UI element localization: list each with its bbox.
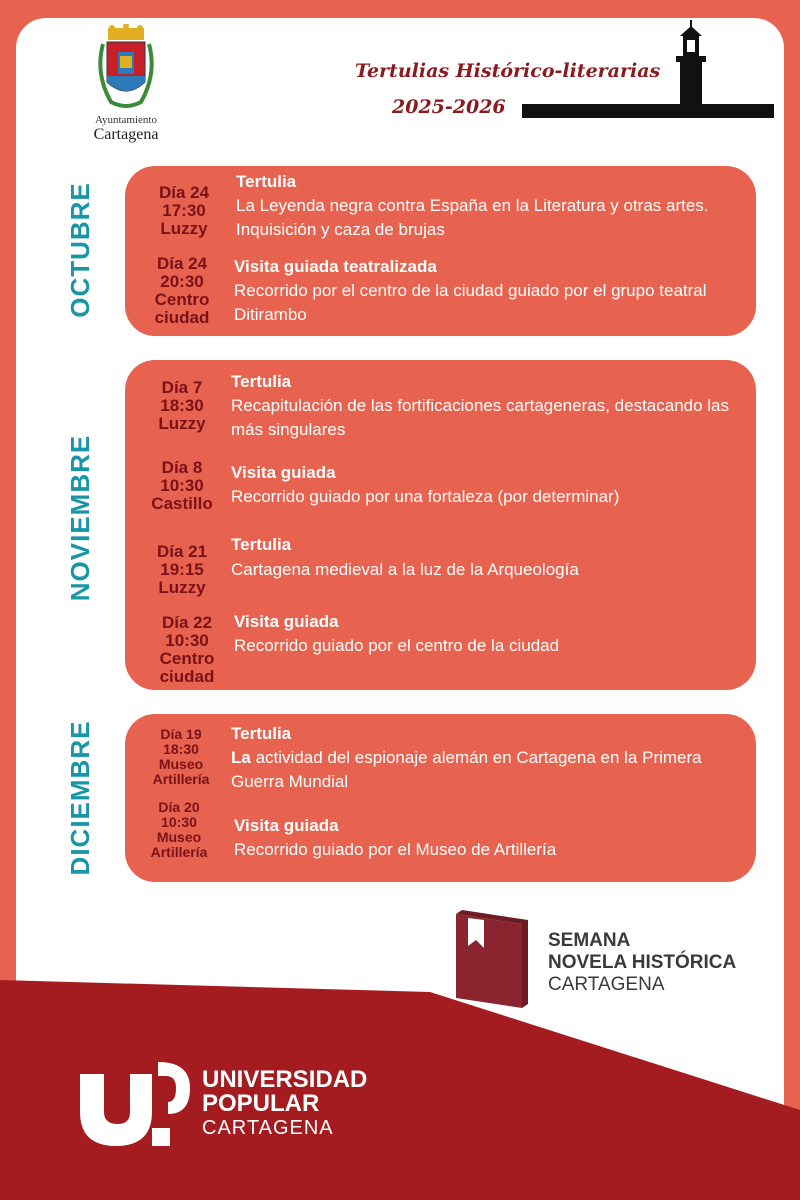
event-description: Cartagena medieval a la luz de la Arqueología <box>231 560 579 579</box>
event-description: Recorrido por el centro de la ciudad guiado por el grupo teatral Ditirambo <box>234 281 707 324</box>
event-datetime: Día 22 10:30 Centro ciudad <box>159 613 215 686</box>
month-label-diciembre: DICIEMBRE <box>65 720 95 876</box>
sponsor-logo-text: SEMANA NOVELA HISTÓRICA CARTAGENA <box>548 930 737 995</box>
event-title: Tertulia <box>231 724 292 743</box>
event-datetime: Día 19 18:30 Museo Artillería <box>152 726 210 787</box>
month-label-noviembre: NOVIEMBRE <box>65 434 95 602</box>
event-title: Tertulia <box>231 372 292 391</box>
event-description: La Leyenda negra contra España en la Literatura y otras artes. Inquisición y caza de brujas <box>236 196 709 239</box>
ayuntamiento-label: Ayuntamiento <box>95 114 157 126</box>
event-title: Visita guiada teatralizada <box>234 257 437 276</box>
event-title: Visita guiada <box>234 612 339 631</box>
event-description: Recorrido guiado por una fortaleza (por determinar) <box>231 487 620 506</box>
up-logo-icon <box>80 1062 192 1148</box>
city-crest-icon <box>91 24 161 112</box>
month-label-octubre: OCTUBRE <box>65 182 95 318</box>
event-title: Visita guiada <box>231 463 336 482</box>
event-datetime: Día 8 10:30 Castillo <box>151 458 213 513</box>
event-title: Visita guiada <box>234 816 339 835</box>
page-title: Tertulias Histórico-literarias <box>355 60 661 82</box>
event-title: Tertulia <box>231 535 292 554</box>
event-datetime: Día 20 10:30 Museo Artillería <box>150 799 208 860</box>
event-datetime: Día 7 18:30 Luzzy <box>158 378 206 433</box>
up-logo-text: UNIVERSIDAD POPULAR CARTAGENA <box>202 1066 368 1139</box>
event-datetime: Día 24 20:30 Centro ciudad <box>154 254 210 327</box>
lighthouse-icon <box>520 20 776 120</box>
city-name: Cartagena <box>93 126 159 143</box>
page-years: 2025-2026 <box>392 96 506 118</box>
event-description: Recorrido guiado por el centro de la ciudad <box>234 636 560 655</box>
book-icon <box>452 908 536 1012</box>
event-description: La actividad del espionaje alemán en Cartagena en la Primera Guerra Mundial <box>231 748 702 791</box>
event-datetime: Día 21 19:15 Luzzy <box>156 542 208 597</box>
event-datetime: Día 24 17:30 Luzzy <box>158 183 210 238</box>
event-description: Recapitulación de las fortificaciones cartageneras, destacando las más singulares <box>231 396 730 439</box>
event-title: Tertulia <box>236 172 297 191</box>
event-description: Recorrido guiado por el Museo de Artillería <box>234 840 557 859</box>
